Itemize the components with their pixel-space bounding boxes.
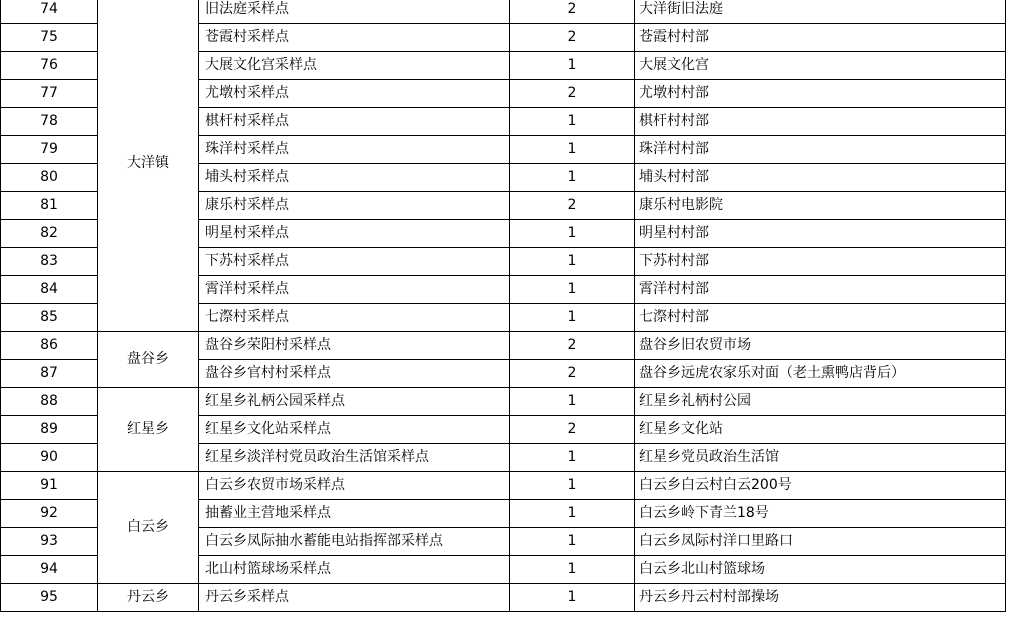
sampling-count-cell[interactable]: 1: [510, 584, 635, 612]
row-number-cell[interactable]: 93: [1, 528, 98, 556]
row-number-cell[interactable]: 75: [1, 24, 98, 52]
site-name-cell[interactable]: 下苏村采样点: [199, 248, 510, 276]
site-name-cell[interactable]: 棋杆村采样点: [199, 108, 510, 136]
town-cell[interactable]: 白云乡: [98, 472, 199, 584]
site-address-cell[interactable]: 棋杆村村部: [635, 108, 1006, 136]
row-number-cell[interactable]: 78: [1, 108, 98, 136]
row-number-cell[interactable]: 90: [1, 444, 98, 472]
site-name-cell[interactable]: 红星乡淡洋村党员政治生活馆采样点: [199, 444, 510, 472]
site-name-cell[interactable]: 白云乡凤际抽水蓄能电站指挥部采样点: [199, 528, 510, 556]
row-number-cell[interactable]: 94: [1, 556, 98, 584]
row-number-cell[interactable]: 79: [1, 136, 98, 164]
sampling-count-cell[interactable]: 2: [510, 24, 635, 52]
sampling-count-cell[interactable]: 1: [510, 164, 635, 192]
site-address-cell[interactable]: 盘谷乡旧农贸市场: [635, 332, 1006, 360]
site-name-cell[interactable]: 七漈村采样点: [199, 304, 510, 332]
town-cell[interactable]: 盘谷乡: [98, 332, 199, 388]
sampling-count-cell[interactable]: 1: [510, 304, 635, 332]
site-address-cell[interactable]: 康乐村电影院: [635, 192, 1006, 220]
row-number-cell[interactable]: 92: [1, 500, 98, 528]
sampling-count-cell[interactable]: 2: [510, 416, 635, 444]
site-name-cell[interactable]: 盘谷乡官村村采样点: [199, 360, 510, 388]
sampling-count-cell[interactable]: 1: [510, 472, 635, 500]
site-name-cell[interactable]: 北山村篮球场采样点: [199, 556, 510, 584]
row-number-cell[interactable]: 88: [1, 388, 98, 416]
row-number-cell[interactable]: 83: [1, 248, 98, 276]
site-address-cell[interactable]: 埔头村村部: [635, 164, 1006, 192]
sampling-count-cell[interactable]: 2: [510, 80, 635, 108]
site-name-cell[interactable]: 康乐村采样点: [199, 192, 510, 220]
site-name-cell[interactable]: 苍霞村采样点: [199, 24, 510, 52]
sampling-count-cell[interactable]: 2: [510, 332, 635, 360]
table-row: [1, 0, 1006, 24]
site-address-cell[interactable]: 白云乡岭下青兰18号: [635, 500, 1006, 528]
table-row: [1, 388, 1006, 416]
sampling-count-cell[interactable]: 1: [510, 52, 635, 80]
site-name-cell[interactable]: 丹云乡采样点: [199, 584, 510, 612]
sampling-count-cell[interactable]: 1: [510, 276, 635, 304]
site-address-cell[interactable]: 苍霞村村部: [635, 24, 1006, 52]
table-body: [1, 0, 1006, 612]
site-address-cell[interactable]: 盘谷乡远虎农家乐对面（老土熏鸭店背后）: [635, 360, 1006, 388]
row-number-cell[interactable]: 85: [1, 304, 98, 332]
sampling-count-cell[interactable]: 1: [510, 528, 635, 556]
site-address-cell[interactable]: 七漈村村部: [635, 304, 1006, 332]
site-name-cell[interactable]: 旧法庭采样点: [199, 0, 510, 24]
site-name-cell[interactable]: 白云乡农贸市场采样点: [199, 472, 510, 500]
site-address-cell[interactable]: 红星乡党员政治生活馆: [635, 444, 1006, 472]
row-number-cell[interactable]: 82: [1, 220, 98, 248]
site-address-cell[interactable]: 霄洋村村部: [635, 276, 1006, 304]
sampling-count-cell[interactable]: 2: [510, 192, 635, 220]
site-name-cell[interactable]: 霄洋村采样点: [199, 276, 510, 304]
row-number-cell[interactable]: 95: [1, 584, 98, 612]
site-name-cell[interactable]: 红星乡礼柄公园采样点: [199, 388, 510, 416]
site-address-cell[interactable]: 白云乡北山村篮球场: [635, 556, 1006, 584]
site-address-cell[interactable]: 尤墩村村部: [635, 80, 1006, 108]
site-name-cell[interactable]: 大展文化宫采样点: [199, 52, 510, 80]
sampling-count-cell[interactable]: 2: [510, 0, 635, 24]
table-row: [1, 332, 1006, 360]
site-address-cell[interactable]: 红星乡礼柄村公园: [635, 388, 1006, 416]
row-number-cell[interactable]: 91: [1, 472, 98, 500]
site-address-cell[interactable]: 下苏村村部: [635, 248, 1006, 276]
site-address-cell[interactable]: 明星村村部: [635, 220, 1006, 248]
sampling-count-cell[interactable]: 1: [510, 220, 635, 248]
row-number-cell[interactable]: 81: [1, 192, 98, 220]
site-name-cell[interactable]: 盘谷乡荣阳村采样点: [199, 332, 510, 360]
town-cell[interactable]: 大洋镇: [98, 0, 199, 332]
sampling-count-cell[interactable]: 1: [510, 108, 635, 136]
row-number-cell[interactable]: 76: [1, 52, 98, 80]
site-address-cell[interactable]: 红星乡文化站: [635, 416, 1006, 444]
site-name-cell[interactable]: 埔头村采样点: [199, 164, 510, 192]
row-number-cell[interactable]: 80: [1, 164, 98, 192]
table-row: [1, 584, 1006, 612]
site-name-cell[interactable]: 尤墩村采样点: [199, 80, 510, 108]
row-number-cell[interactable]: 77: [1, 80, 98, 108]
row-number-cell[interactable]: 84: [1, 276, 98, 304]
town-cell[interactable]: 丹云乡: [98, 584, 199, 612]
sampling-count-cell[interactable]: 1: [510, 556, 635, 584]
row-number-cell[interactable]: 74: [1, 0, 98, 24]
site-address-cell[interactable]: 珠洋村村部: [635, 136, 1006, 164]
sampling-count-cell[interactable]: 1: [510, 248, 635, 276]
sampling-count-cell[interactable]: 1: [510, 444, 635, 472]
site-address-cell[interactable]: 白云乡凤际村洋口里路口: [635, 528, 1006, 556]
town-cell[interactable]: 红星乡: [98, 388, 199, 472]
row-number-cell[interactable]: 86: [1, 332, 98, 360]
site-address-cell[interactable]: 大洋街旧法庭: [635, 0, 1006, 24]
site-address-cell[interactable]: 白云乡白云村白云200号: [635, 472, 1006, 500]
sampling-count-cell[interactable]: 2: [510, 360, 635, 388]
sampling-count-cell[interactable]: 1: [510, 388, 635, 416]
row-number-cell[interactable]: 89: [1, 416, 98, 444]
table-row: [1, 472, 1006, 500]
site-name-cell[interactable]: 红星乡文化站采样点: [199, 416, 510, 444]
sampling-count-cell[interactable]: 1: [510, 500, 635, 528]
site-address-cell[interactable]: 丹云乡丹云村村部操场: [635, 584, 1006, 612]
site-name-cell[interactable]: 珠洋村采样点: [199, 136, 510, 164]
row-number-cell[interactable]: 87: [1, 360, 98, 388]
site-name-cell[interactable]: 明星村采样点: [199, 220, 510, 248]
site-address-cell[interactable]: 大展文化宫: [635, 52, 1006, 80]
sampling-count-cell[interactable]: 1: [510, 136, 635, 164]
site-name-cell[interactable]: 抽蓄业主营地采样点: [199, 500, 510, 528]
